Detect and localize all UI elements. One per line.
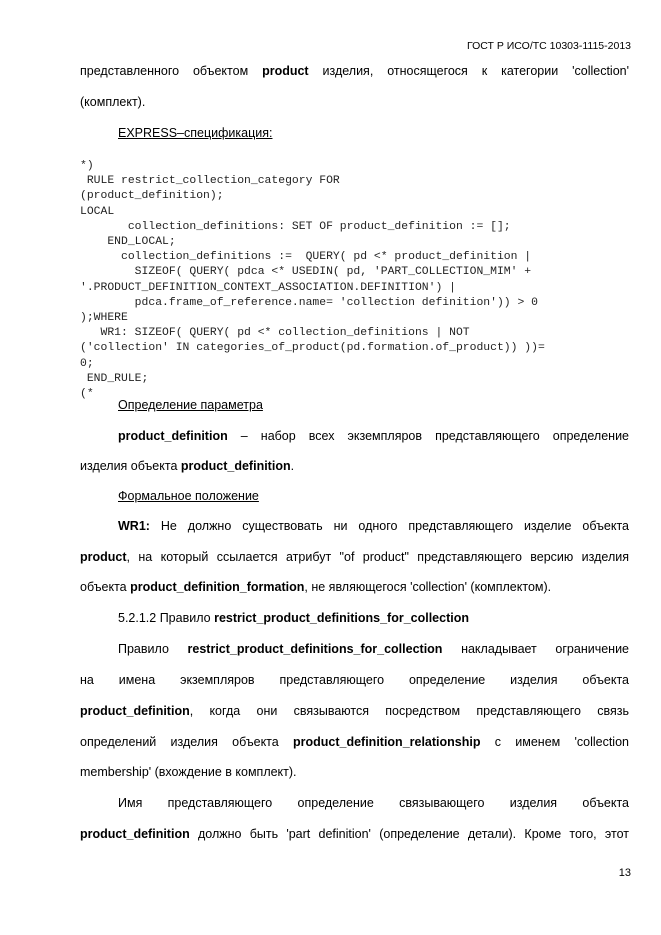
code-line: pdca.frame_of_reference.name= 'collection definition')) > 0 xyxy=(80,296,538,309)
text: Правило xyxy=(118,642,188,656)
code-line: *) xyxy=(80,160,94,172)
text: накладывает ограничение xyxy=(442,642,630,656)
term: restrict_product_definitions_for_collection xyxy=(187,642,443,656)
word: на xyxy=(80,673,94,687)
code-line: collection_definitions: SET OF product_definition := []; xyxy=(80,220,511,233)
para2-line-2 xyxy=(80,827,629,841)
text: с именем 'collection xyxy=(480,735,629,749)
word: имена xyxy=(118,673,156,687)
wr1-line-2 xyxy=(80,550,629,564)
page-number: 13 xyxy=(618,867,631,879)
word: представляющего xyxy=(279,673,385,687)
page-header: ГОСТ Р ИСО/ТС 10303-1115-2013 xyxy=(467,40,631,52)
term: WR1: xyxy=(118,519,150,533)
term: product xyxy=(262,64,309,78)
code-line: RULE restrict_collection_category FOR xyxy=(80,175,340,188)
text: объекта xyxy=(80,580,131,594)
code-line: LOCAL xyxy=(80,205,115,218)
code-line: collection_definitions := QUERY( pd <* product_definition | xyxy=(80,251,532,264)
express-code-block xyxy=(80,159,545,402)
para1-line-3 xyxy=(80,704,629,718)
param-line-2 xyxy=(80,459,294,473)
code-line: (* xyxy=(80,388,94,401)
para1-line-2 xyxy=(80,673,629,687)
word: связывающего xyxy=(399,796,485,810)
word: определение xyxy=(297,796,374,810)
text: представленного объектом xyxy=(80,64,263,78)
word: объекта xyxy=(582,796,629,810)
wr1-line-1 xyxy=(118,519,629,533)
term: product_definition xyxy=(118,429,228,443)
term: product_definition xyxy=(180,459,291,473)
text: . xyxy=(290,459,295,473)
text: определений изделия объекта xyxy=(80,735,293,749)
text: изделия объекта xyxy=(80,459,181,473)
wr1-line-3 xyxy=(80,580,551,594)
term: product_definition_formation xyxy=(130,580,305,594)
text: , не являющегося 'collection' (комплектом). xyxy=(304,580,552,594)
text: должно быть 'part definition' (определение детали). Кроме того, этот xyxy=(189,827,629,841)
intro-line-2: (комплект). xyxy=(80,95,146,109)
formal-heading: Формальное положение xyxy=(118,489,259,503)
para1-line-5: membership' (вхождение в комплект). xyxy=(80,765,297,779)
code-line: 0; xyxy=(80,357,94,370)
word: определение xyxy=(408,673,486,687)
word: экземпляров xyxy=(180,673,255,687)
para1-line-4 xyxy=(80,735,629,749)
term: product_definition_relationship xyxy=(292,735,481,749)
word: изделия xyxy=(509,796,558,810)
code-line: WR1: SIZEOF( QUERY( pd <* collection_definitions | NOT xyxy=(80,327,470,340)
code-line: END_LOCAL; xyxy=(80,236,176,249)
intro-line-1 xyxy=(80,64,629,78)
text: изделия, относящегося к категории 'collection' xyxy=(308,64,629,78)
express-heading: EXPRESS–спецификация: xyxy=(118,126,273,140)
code-line: ('collection' IN categories_of_product(pd.formation.of_product)) ))= xyxy=(80,342,545,355)
text: Не должно существовать ни одного представляющего изделие объекта xyxy=(149,519,629,533)
code-line: SIZEOF( QUERY( pdca <* USEDIN( pd, 'PART_COLLECTION_MIM' + xyxy=(80,266,532,279)
param-line-1 xyxy=(118,429,629,443)
code-line: END_RULE; xyxy=(80,372,149,385)
term: product_definition xyxy=(80,827,190,841)
word: Имя xyxy=(118,796,143,810)
word: изделия xyxy=(510,673,558,687)
code-line: '.PRODUCT_DEFINITION_CONTEXT_ASSOCIATION.DEFINITION') | xyxy=(80,281,456,294)
param-heading: Определение параметра xyxy=(118,398,263,412)
text: , на который ссылается атрибут "of product" представляющего версию изделия xyxy=(126,550,629,564)
code-line: );WHERE xyxy=(80,312,128,325)
word: объекта xyxy=(582,673,629,687)
text: 5.2.1.2 Правило xyxy=(118,611,215,625)
para2-line-1 xyxy=(118,796,629,810)
term: product xyxy=(80,550,127,564)
para1-line-1 xyxy=(118,642,629,656)
text: – набор всех экземпляров представляющего определение xyxy=(227,429,629,443)
section-heading xyxy=(118,611,469,625)
word: представляющего xyxy=(167,796,273,810)
code-line: (product_definition); xyxy=(80,190,224,203)
text: , когда они связываются посредством представляющего связь xyxy=(189,704,629,718)
term: restrict_product_definitions_for_collection xyxy=(214,611,469,625)
term: product_definition xyxy=(80,704,190,718)
